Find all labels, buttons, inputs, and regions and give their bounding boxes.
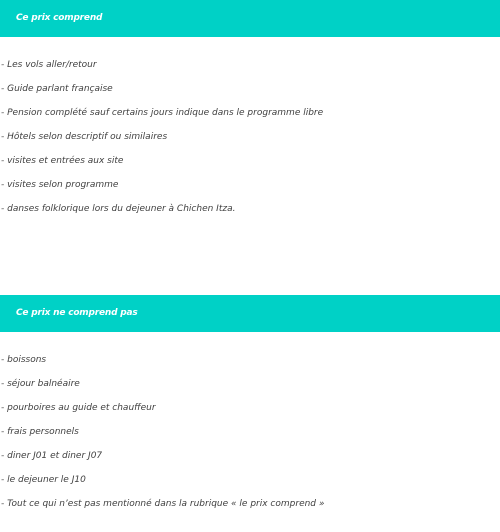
excludes-section [0,295,500,516]
list-item: - boissons [1,355,47,365]
includes-heading: Ce prix comprend [0,0,500,37]
excludes-heading: Ce prix ne comprend pas [0,295,500,332]
excludes-list [0,348,500,516]
list-item: - Tout ce qui n’est pas mentionné dans la rubrique « le prix comprend » [1,499,325,509]
list-item: - danses folklorique lors du dejeuner à Chichen Itza. [1,204,236,214]
includes-list [0,53,500,221]
list-item: - Guide parlant française [1,84,113,94]
list-item: - séjour balnéaire [1,379,80,389]
list-item: - Pension complété sauf certains jours indique dans le programme libre [1,108,324,118]
list-item: - frais personnels [1,427,79,437]
list-item: - le dejeuner le J10 [1,475,86,485]
list-item: - diner J01 et diner J07 [1,451,103,461]
list-item: - Hôtels selon descriptif ou similaires [1,132,168,142]
includes-section [0,0,500,221]
list-item: - Les vols aller/retour [1,60,97,70]
list-item: - visites selon programme [1,180,119,190]
list-item: - visites et entrées aux site [1,156,124,166]
list-item: - pourboires au guide et chauffeur [1,403,156,413]
